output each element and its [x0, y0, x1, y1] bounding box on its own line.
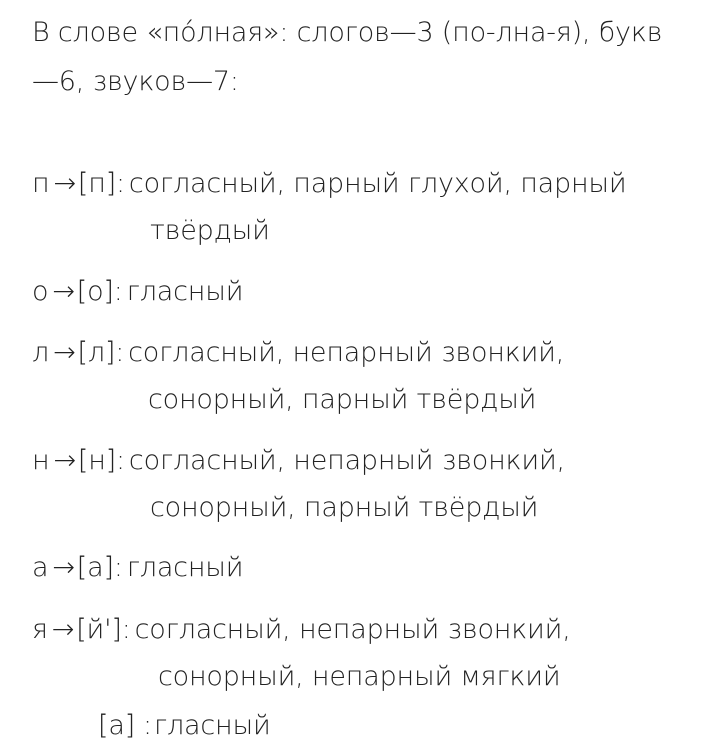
arrow-icon: →: [52, 552, 75, 583]
entry-colon: :: [116, 445, 125, 476]
arrow-icon: →: [53, 337, 76, 368]
entry-letter: н: [32, 445, 50, 476]
arrow-icon: →: [52, 276, 75, 307]
intro-line-1: В слове «по́лная»: слогов—3 (по-лна-я), букв: [32, 17, 663, 48]
entry-sound: [л]: [77, 337, 116, 368]
entry-description: согласный, непарный звонкий,: [128, 337, 565, 368]
entry-a: [32, 544, 243, 591]
entry-final-a-sound: [98, 702, 271, 749]
entry-description: согласный, парный глухой, парный: [128, 168, 627, 199]
entry-description: гласный: [153, 710, 271, 741]
arrow-icon: →: [53, 445, 76, 476]
entry-l: [32, 329, 564, 423]
arrow-icon: →: [51, 614, 75, 645]
entry-description-continued: сонорный, непарный мягкий: [158, 661, 561, 692]
entry-ya: [32, 606, 571, 700]
entry-sound: [а]: [76, 552, 114, 583]
entry-description: гласный: [126, 276, 244, 307]
entry-colon: :: [116, 168, 125, 199]
entry-letter: а: [32, 552, 49, 583]
entry-o: [32, 268, 243, 315]
entry-letter: п: [32, 168, 50, 199]
entry-description: согласный, непарный звонкий,: [134, 614, 571, 645]
entry-sound: [а]: [98, 710, 136, 741]
entry-sound: [й']: [76, 614, 122, 645]
entry-colon: :: [113, 552, 123, 583]
entry-colon: :: [115, 337, 125, 368]
entry-letter: л: [32, 337, 50, 368]
entry-letter: о: [32, 276, 49, 307]
entry-letter: я: [32, 614, 48, 645]
entry-p: [32, 160, 626, 254]
entry-colon: :: [121, 614, 131, 645]
entry-sound: [п]: [77, 168, 117, 199]
entry-sound: [о]: [76, 276, 114, 307]
entry-description: согласный, непарный звонкий,: [128, 445, 565, 476]
arrow-icon: →: [53, 168, 76, 199]
entry-description-continued: твёрдый: [150, 215, 270, 246]
entry-colon: :: [113, 276, 123, 307]
intro-paragraph: [32, 8, 712, 106]
entry-description: гласный: [126, 552, 244, 583]
entry-colon: :: [143, 710, 152, 741]
entry-description-continued: сонорный, парный твёрдый: [148, 384, 537, 415]
entry-description-continued: сонорный, парный твёрдый: [150, 492, 539, 523]
entry-sound: [н]: [77, 445, 117, 476]
entry-n: [32, 437, 565, 531]
intro-line-2: —6, звуков—7:: [32, 66, 239, 97]
